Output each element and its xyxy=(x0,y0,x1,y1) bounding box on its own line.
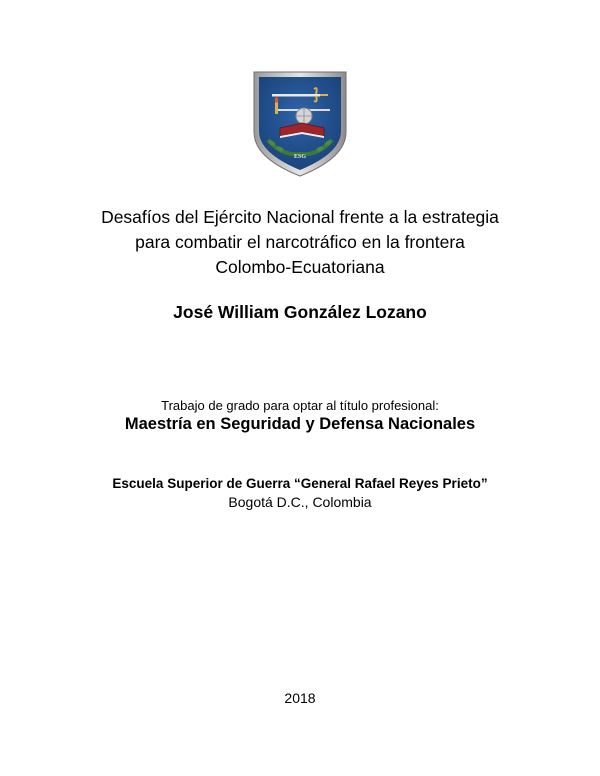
thesis-title-line-1: Desafíos del Ejército Nacional frente a la estrategia xyxy=(101,207,499,227)
institution-name: Escuela Superior de Guerra “General Rafael Reyes Prieto” xyxy=(112,476,488,491)
military-academy-shield-icon xyxy=(252,70,348,178)
sword-icon xyxy=(272,94,320,97)
thesis-title xyxy=(0,205,600,280)
degree-name: Maestría en Seguridad y Defensa Nacionales xyxy=(124,415,476,433)
publication-year: 2018 xyxy=(284,690,316,706)
svg-text:ESG: ESG xyxy=(293,154,307,160)
institution-city: Bogotá D.C., Colombia xyxy=(228,494,372,510)
thesis-title-line-2: para combatir el narcotráfico en la frontera xyxy=(135,232,465,252)
degree-intro: Trabajo de grado para optar al título profesional: xyxy=(161,398,439,413)
author-name: José William González Lozano xyxy=(173,302,427,322)
thesis-title-line-3: Colombo-Ecuatoriana xyxy=(215,257,385,277)
